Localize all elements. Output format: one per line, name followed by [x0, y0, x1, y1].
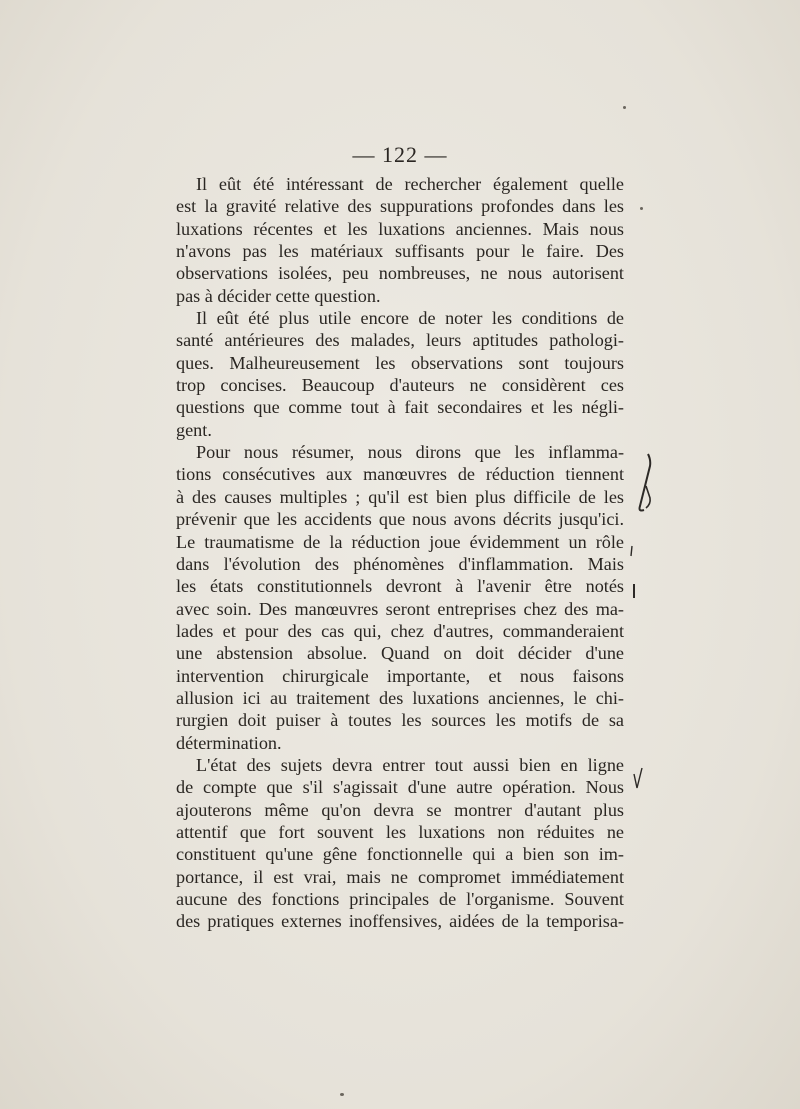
text-line: trop concises. Beaucoup d'auteurs ne considèrent ces: [176, 375, 624, 396]
text-line: de compte que s'il s'agissait d'une autre opération. Nous: [176, 777, 624, 798]
text-line: Il eût été intéressant de rechercher également quelle: [196, 174, 624, 194]
text-line: attentif que fort souvent les luxations non réduites ne: [176, 821, 624, 842]
text-line: une abstension absolue. Quand on doit décider d'une: [176, 643, 624, 664]
text-line: gent.: [176, 419, 212, 440]
text-line: constituent qu'une gêne fonctionnelle qui a bien son im-: [176, 844, 624, 865]
text-line: aucune des fonctions principales de l'organisme. Souvent: [176, 889, 624, 909]
text-line: des pratiques externes inoffensives, aidées de la temporisa-: [176, 911, 624, 932]
text-line: à des causes multiples ; qu'il est bien plus difficile de les: [176, 486, 624, 507]
specks: [340, 1093, 344, 1096]
specks: [640, 207, 643, 210]
text-line: observations isolées, peu nombreuses, ne nous autorisent: [176, 263, 624, 284]
text-line: intervention chirurgicale importante, et nous faisons: [176, 665, 624, 686]
text-line: portance, il est vrai, mais ne compromet immédiatement: [176, 866, 624, 887]
specks: [623, 106, 626, 109]
text-line: Il eût été plus utile encore de noter les conditions de: [196, 308, 624, 329]
text-line: luxations récentes et les luxations anciennes. Mais nous: [176, 218, 624, 239]
body-text: [176, 173, 624, 933]
text-line: pas à décider cette question.: [176, 285, 381, 306]
text-line: dans l'évolution des phénomènes d'inflammation. Mais: [176, 553, 624, 574]
margin-annotation-marks: [628, 450, 668, 810]
text-line: ques. Malheureusement les observations sont toujours: [176, 352, 624, 373]
page-number: — 122 —: [352, 142, 448, 167]
text-line: n'avons pas les matériaux suffisants pour le faire. Des: [176, 241, 624, 262]
text-line: est la gravité relative des suppurations profondes dans les: [176, 196, 624, 217]
text-line: les états constitutionnels devront à l'avenir être notés: [176, 576, 624, 597]
text-line: allusion ici au traitement des luxations anciennes, le chi-: [176, 687, 624, 708]
text-line: questions que comme tout à fait secondaires et les négli-: [176, 397, 624, 418]
text-line: ajouterons même qu'on devra se montrer d'autant plus: [176, 799, 624, 820]
text-line: lades et pour des cas qui, chez d'autres, commanderaient: [176, 620, 624, 641]
text-line: santé antérieures des malades, leurs aptitudes pathologi-: [176, 330, 624, 351]
text-line: détermination.: [176, 732, 282, 753]
text-line: Le traumatisme de la réduction joue évidemment un rôle: [176, 531, 624, 552]
text-line: avec soin. Des manœuvres seront entreprises chez des ma-: [176, 598, 624, 619]
text-line: rurgien doit puiser à toutes les sources les motifs de sa: [176, 710, 624, 731]
text-line: tions consécutives aux manœuvres de réduction tiennent: [176, 464, 624, 485]
text-line: prévenir que les accidents que nous avons décrits jusqu'ici.: [176, 509, 624, 530]
text-line: L'état des sujets devra entrer tout aussi bien en ligne: [196, 754, 624, 775]
text-line: Pour nous résumer, nous dirons que les inflamma-: [196, 442, 624, 463]
